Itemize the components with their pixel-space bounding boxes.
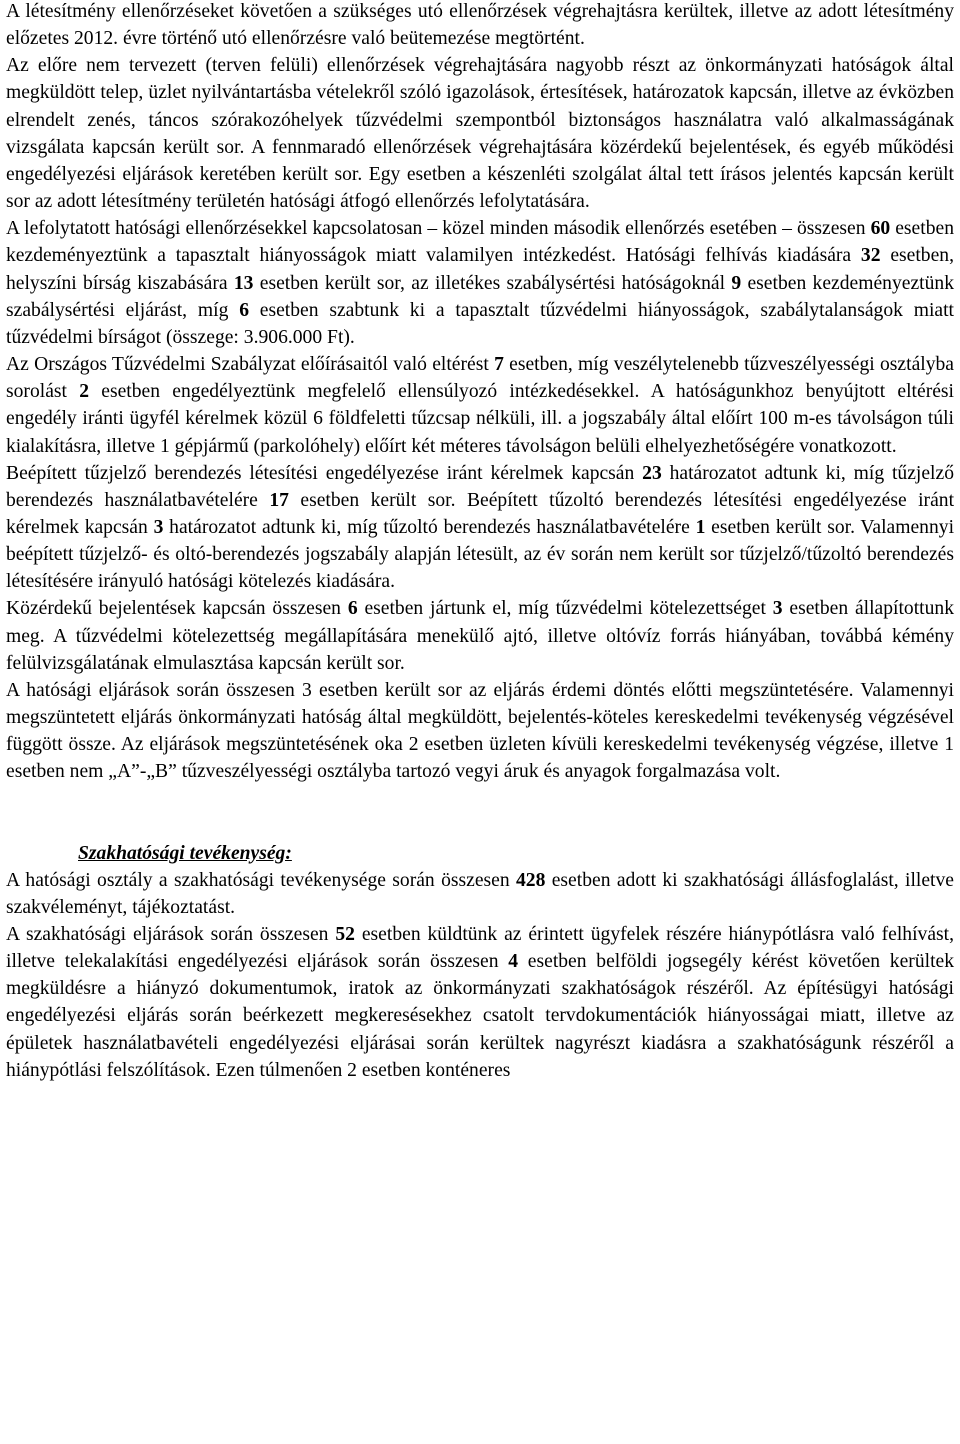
paragraph-fire-alarm-systems [6, 460, 954, 596]
bold-figure: 9 [731, 272, 742, 294]
text-run: A létesítmény ellenőrzéseket követően a szükséges utó ellenőrzések végrehajtásra kerültek, illetve az adott létesítmény előzetes 2012. évre történő utó ellenőrzésre való beütemezése megtörtént. [6, 1, 954, 50]
bold-figure: 2 [79, 381, 90, 403]
text-run: esetben állapítottunk meg. A tűzvédelmi kötelezettség megállapítására menekülő ajtó, illetve oltóvíz forrás hiányában, továbbá kémény felülvizsgálatának elmulasztása kapcsán került sor. [6, 598, 955, 674]
bold-figure: 60 [870, 218, 891, 240]
bold-figure: 3 [153, 516, 164, 538]
bold-figure: 13 [233, 272, 254, 294]
text-run: esetben került sor, az illetékes szabálysértési hatóságoknál [253, 272, 732, 294]
text-run: esetben került sor. Valamennyi beépített tűzjelző- és oltó-berendezés jogszabály alapján létesült, az év során nem került sor tűzjelző/tűzoltó berendezés létesítésére irányuló hatósági kötelezés kiadására. [6, 516, 955, 593]
text-run: Közérdekű bejelentések kapcsán összesen [6, 598, 348, 620]
paragraph-measures [6, 215, 954, 351]
bold-figure: 23 [642, 462, 662, 484]
document-page [6, 0, 954, 1084]
text-run: Beépített tűzjelző berendezés létesítési engedélyezése iránt kérelmek kapcsán [6, 462, 643, 484]
paragraph-deficiency-notices [6, 921, 954, 1084]
paragraph-unplanned-inspections [6, 52, 954, 215]
text-run: A hatósági eljárások során összesen 3 esetben került sor az eljárás érdemi döntés előtti megszüntetésére. Valamennyi megszüntetett eljárás önkormányzati hatóság által megküldött, bejelentés-köteles kereskedelmi tevékenység végzésével függött össze. Az eljárások megszüntetésének oka 2 esetben üzleten kívüli kereskedelmi tevékenység végzése, illetve 1 esetben nem „A”-„B” tűzveszélyességi osztályba tartozó vegyi áruk és anyagok forgalmazása volt. [6, 679, 954, 783]
text-run: esetben engedélyeztünk megfelelő ellensúlyozó intézkedésekkel. A hatóságunkhoz benyújtott eltérési engedély iránti ügyfél kérelmek közül 6 földfeletti tűzcsap nélküli, ill. a jogszabály által előírt 100 m-es távolságon túli kialakításra, illetve 1 gépjármű (parkolóhely) előírt két méteres távolságon belüli elhelyezhetőségére vonatkozott. [6, 381, 954, 457]
text-run: esetben kezdeményeztünk szabálysértési eljárást, míg [6, 272, 954, 321]
text-run: esetben adott ki szakhatósági állásfoglalást, illetve szakvéleményt, tájékoztatást. [6, 869, 954, 918]
text-run: A szakhatósági eljárások során összesen [6, 924, 336, 945]
bold-figure: 4 [508, 951, 519, 973]
paragraph-deviation-permits [6, 351, 954, 460]
text-run: esetben került sor. Beépített tűzoltó berendezés létesítési engedélyezése iránt kérelmek kapcsán [6, 489, 955, 538]
paragraph-specialist-opinions [6, 867, 954, 921]
bold-figure: 7 [494, 354, 504, 376]
text-run: esetben belföldi jogsegély kérést követően kerültek megküldésre a hiányzó dokumentumok, iratok az önkormányzati szakhatóságok részéről. Az építésügyi hatósági engedélyezési eljárás során beérkezett megkeresésekhez csatolt tervdokumentációk hiányosságai miatt, illetve az épületek használatbavételi engedélyezési eljárásai során kerültek nagyrészt kiadásra a szakhatóságunk részéről a hiánypótlási felszólítások. Ezen túlmenően 2 esetben konténeres [6, 951, 955, 1081]
bold-figure: 32 [860, 245, 881, 267]
bold-figure: 1 [695, 516, 706, 538]
text-run: esetben küldtünk az érintett ügyfelek részére hiánypótlásra való felhívást, illetve telekalakítási engedélyezési eljárások során összesen [6, 924, 954, 973]
section-heading: Szakhatósági tevékenység: [78, 842, 292, 864]
bold-figure: 6 [347, 598, 358, 620]
text-run: A hatósági osztály a szakhatósági tevékenysége során összesen [6, 869, 516, 891]
text-run: határozatot adtunk ki, míg tűzjelző berendezés használatbavételére [6, 462, 954, 511]
bold-figure: 17 [269, 489, 289, 511]
bold-figure: 52 [335, 924, 355, 945]
text-run: esetben kezdeményeztünk a tapasztalt hiányosságok miatt valamilyen intézkedést. Hatósági felhívás kiadására [6, 218, 954, 267]
text-run: határozatot adtunk ki, míg tűzoltó berendezés használatbavételére [163, 516, 696, 538]
text-run: esetben szabtunk ki a tapasztalt tűzvédelmi hiányosságok, szabálytalanságok miatt tűzvédelmi bírságot (összege: 3.906.000 Ft). [6, 299, 954, 348]
text-run: Az előre nem tervezett (terven felüli) ellenőrzések végrehajtására nagyobb részt az önkormányzati hatóságok által megküldött telep, üzlet nyilvántartásba vételekről szóló igazolások, értesítések, határozatok kapcsán, illetve az évközben elrendelt zenés, táncos szórakozóhelyek tűzvédelmi szempontból biztonságos használatra való alkalmasságának vizsgálata kapcsán került sor. A fennmaradó ellenőrzések végrehajtására közérdekű bejelentések, és egyéb működési engedélyezési eljárások keretében került sor. Egy esetben a készenléti szolgálat által tett írásos jelentés kapcsán került sor az adott létesítmény területén hatósági átfogó ellenőrzés lefolytatására. [6, 55, 954, 213]
text-run: esetben, helyszíni bírság kiszabására [6, 245, 954, 294]
text-run: esetben, míg veszélytelenebb tűzveszélyességi osztályba sorolást [6, 354, 955, 403]
bold-figure: 428 [516, 869, 546, 891]
bold-figure: 6 [239, 299, 249, 321]
text-run: Az Országos Tűzvédelmi Szabályzat előírásaitól való eltérést [6, 354, 495, 376]
text-run: esetben jártunk el, míg tűzvédelmi kötelezettséget [357, 598, 773, 620]
text-run: A lefolytatott hatósági ellenőrzésekkel kapcsolatosan – közel minden második ellenőrzés esetében – összesen [6, 218, 871, 240]
paragraph-reinspections [6, 0, 954, 52]
paragraph-terminated-procedures [6, 677, 954, 786]
paragraph-public-reports [6, 595, 954, 676]
bold-figure: 3 [772, 598, 783, 620]
section-spacer [6, 786, 954, 840]
